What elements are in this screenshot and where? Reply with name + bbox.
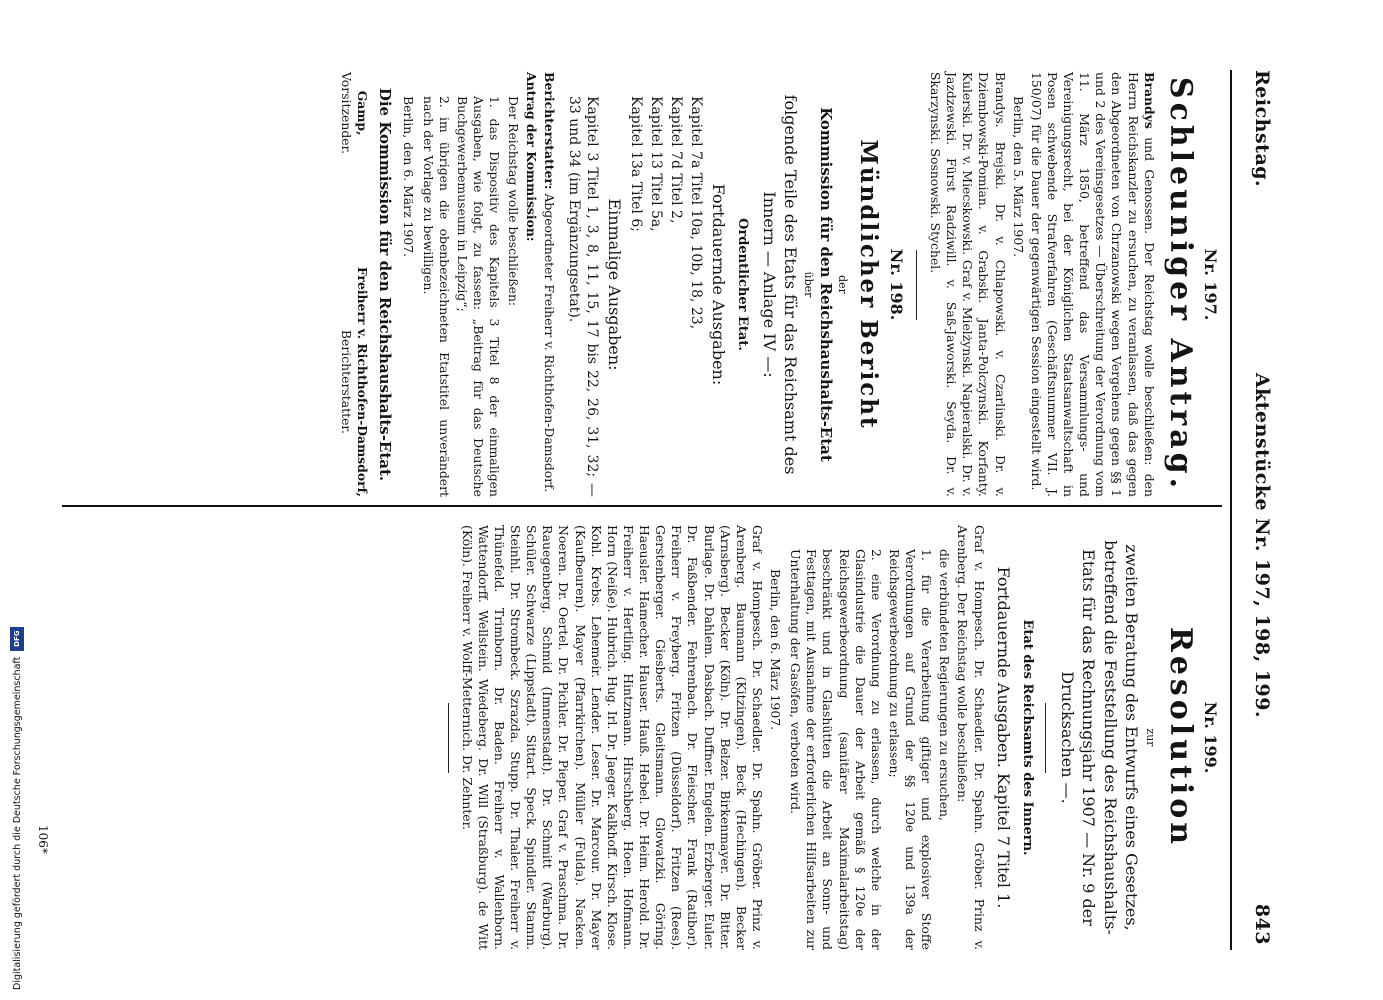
doc197-signers: Brandys. Brejski. Dr. v. Chlapowski. v. Czarlinski. Dr. v. Dziembowski-Pomian. v. Grabski. Janta-Polczynski. Korfanty. Kulerski. Dr. v. Miecskowski. Graf v. Mielżynski. Napieralski. Dr. v. Jazdzewski. Fürst Radziwill. v. Saß-Jaworski. Seyda. Dr. v. Skarzynski. Sosnowski. Stychel. <box>928 72 1008 497</box>
doc198-kap4: Kapitel 13a Titel 6; <box>627 96 644 232</box>
doc199-date: Berlin, den 6. März 1907. <box>768 569 784 731</box>
doc198-motion-label: Antrag der Kommission: <box>523 72 539 242</box>
doc198-reporter-label: Berichterstatter: <box>541 72 557 190</box>
column-rule <box>62 505 1222 507</box>
scanned-page <box>10 0 1290 1000</box>
credit-text: Digitalisierung gefördert durch die Deutsche Forschungsgemeinschaft <box>11 656 23 990</box>
doc198-reporter-sign <box>338 267 370 497</box>
doc197-body <box>1028 72 1157 497</box>
doc198-kap5: Kapitel 3 Titel 1, 3, 8, 11, 15, 17 bis 22, 26, 31, 32; — 33 und 34 (im Ergänzungsetat). <box>565 96 601 497</box>
doc199-zur: zur <box>1143 728 1157 747</box>
doc198-commission: Kommission für den Reichshaushalts-Etat <box>816 107 835 462</box>
doc198-date: Berlin, den 6. März 1907. <box>400 96 416 258</box>
doc199-item2: 2. eine Verordnung zu erlassen, durch welche in der Glasindustrie die Dauer der Arbeit gemäß § 120e der Reichsgewerbeordnung (sanitärer Maximalarbeitstag) beschränkt und in Glashütten die Arbeit an Sonn- und Festtagen, mit Ausnahme der erforderlichen Hilfsarbeiten zur Unterhaltung der Gasöfen, verboten wird. <box>788 549 884 950</box>
doc198-subject: folgende Teile des Etats für das Reichsamt des Innern — Anlage IV —: <box>759 94 801 475</box>
doc198-chair <box>338 72 370 154</box>
doc198-item1: 1. das Dispositiv des Kapitels 3 Titel 8 der einmaligen Ausgaben, wie folgt, zu fassen: „Beitrag für das Deutsche Buchgewerbemuseum in Leipzig“; <box>455 96 503 497</box>
doc197-date: Berlin, den 5. März 1907. <box>1010 96 1026 258</box>
doc197-body-lead: Brandys <box>1141 72 1157 129</box>
separator-rule <box>1045 703 1046 773</box>
doc198-reporter-name: Freiherr v. Richthofen-Damsdorf, <box>355 266 371 497</box>
doc199-fortdauernde: Fortdauernde Ausgaben. Kapitel 7 Titel 1. <box>994 566 1014 909</box>
doc198-commission-footer: Die Kommission für den Reichshaushalts-Etat. <box>375 87 394 482</box>
doc199-item1: 1. für die Verarbeitung giftiger und explosiver Stoffe Verordnungen auf Grund der §§ 120e und 139a der Reichsgewerbeordnung zu erlassen; <box>886 549 935 950</box>
doc198-motion-lead: Der Reichstag wolle beschließen: <box>505 96 521 307</box>
separator-rule <box>916 250 917 320</box>
doc198-fortdauernde: Fortdauernde Ausgaben: <box>709 183 729 386</box>
doc198-section-ordinary: Ordentlicher Etat. <box>734 218 750 351</box>
doc199-section: Etat des Reichsamts des Innern. <box>1020 619 1036 856</box>
header-center: Aktenstücke Nr. 197, 198, 199. <box>1251 372 1273 719</box>
doc198-kap3: Kapitel 13 Titel 5a, <box>648 96 665 232</box>
running-header <box>1242 70 1282 945</box>
header-rule <box>1230 70 1232 950</box>
doc198-einmalige: Einmalige Ausgaben: <box>604 198 624 371</box>
separator-rule <box>448 703 449 773</box>
doc198-reporter-role: Berichterstatter. <box>339 329 355 434</box>
doc198-kap1: Kapitel 7a Titel 10a, 10b, 18, 23, <box>688 96 705 330</box>
doc198-reporter: Abgeordneter Freiherr v. Richthofen-Damsdorf. <box>541 193 557 493</box>
doc198-signers <box>338 72 370 497</box>
doc198-title: Mündlicher Bericht <box>855 139 883 430</box>
header-page-number: 843 <box>1251 903 1273 945</box>
doc198-item2: 2. im übrigen die obenbezeichneten Etatstitel unverändert nach der Vorlage zu bewilligen. <box>420 96 453 497</box>
doc199-lead: die verbündeten Regierungen zu ersuchen, <box>937 549 953 821</box>
doc197-title: Schleuniger Antrag. <box>1163 76 1199 493</box>
right-column <box>438 525 1224 950</box>
doc198-number: Nr. 198. <box>886 248 906 321</box>
doc198-der: der <box>836 275 850 294</box>
doc198-chair-role: Vorsitzender. <box>339 72 355 155</box>
header-left: Reichstag. <box>1251 70 1273 188</box>
doc199-subject: zweiten Beratung des Entwurfs eines Gesetzes, betreffend die Feststellung des Reichshaushalts-Etats für das Rechnungsjahr 1907 — Nr. 9 der Drucksachen —. <box>1057 540 1142 935</box>
doc198-ueber: über <box>802 271 816 298</box>
doc197-body-text: und Genossen. Der Reichstag wolle beschließen: den Herrn Reichskanzler zu ersuchen, zu veranlassen, daß das gegen den Abgeordneten von Chrzanowski wegen Vergehens gegen §§ 1 und 2 des Vereinsgesetzes — Überschreitung der Verordnung vom 11. März 1850, betreffend das Versammlungs- und Vereinigungsrecht, bei der Königlichen Staatsanwaltschaft in Posen schwebende Strafverfahren (Geschäftsnummer VII. J. 150/07) für die Dauer der gegenwärtigen Session eingestellt wird. <box>1028 72 1157 497</box>
doc199-number: Nr. 199. <box>1201 701 1220 774</box>
doc198-chair-name: Gamp, <box>355 90 371 136</box>
digitization-credit <box>10 0 24 990</box>
doc199-signers: Graf v. Hompesch. Dr. Schaedler. Dr. Spahn. Gröber. Prinz v. Arenberg. Baumann (Kitzingen). Beck (Hechingen). Becker (Arnsberg). Becker (Köln). Dr. Belzer. Birkenmayer. Dr. Bitter. Burlage. Dr. Dahlem. Dasbach. Duffner. Engelen. Erzberger. Euler. Dr. Faßbender. Fehrenbach. Dr. Fleischer. Frank (Ratibor). Freiherr v. Freyberg. Fritzen (Düsseldorf). Fritzen (Rees). Gerstenberger. Giesberts. Gleitsmann. Glowatzki. Göring. Haeusler. Hamecher. Hauser. Hauß. Hebel. Dr. Heim. Herold. Dr. Freiherr v. Hertling. Hintzmann. Hirschberg. Hoen. Hofmann. Horn (Neiße). Hubrich. Hug. Irl. Dr. Jaeger. Kalkhoff. Kirsch. Klose. Kohl. Krebs. Lehemeir. Lender. Leser. Dr. Marcour. Dr. Mayer (Kaufbeuren). Mayer (Pfarrkirchen). Müller (Fulda). Nacken. Noeren. Dr. Oertel. Dr. Pichler. Dr. Pieper. Graf v. Praschma. Dr. Rauegenberg. Schmid (Immenstadt). Dr. Schmitt (Warburg). Schüler. Schwarze (Lippstadt). Sittart. Speck. Spindler. Stamm. Steinhl. Dr. Strombeck. Szrazda. Stupp. Dr. Thaler. Freiherr v. Thünefeld. Trimborn. Dr. Baden. Freiherr v. Wallenborn. Wattendorff. Wellstein. Wiedeberg. Dr. Will (Straßburg). de Witt (Köln). Freiherr v. Wolff-Metternich. Dr. Zehnter. <box>459 525 765 950</box>
footer-page-mark: 106* <box>36 825 50 854</box>
left-column <box>338 72 1224 497</box>
doc198-kap2: Kapitel 7d Titel 2, <box>668 96 685 224</box>
doc199-title: Resolution <box>1163 626 1199 849</box>
doc199-movers: Graf v. Hompesch. Dr. Schaedler. Dr. Spahn. Gröber. Prinz v. Arenberg. Der Reichstag wolle beschließen: <box>955 525 987 950</box>
doc197-number: Nr. 197. <box>1201 248 1220 321</box>
dfg-logo: DFG <box>10 627 24 651</box>
